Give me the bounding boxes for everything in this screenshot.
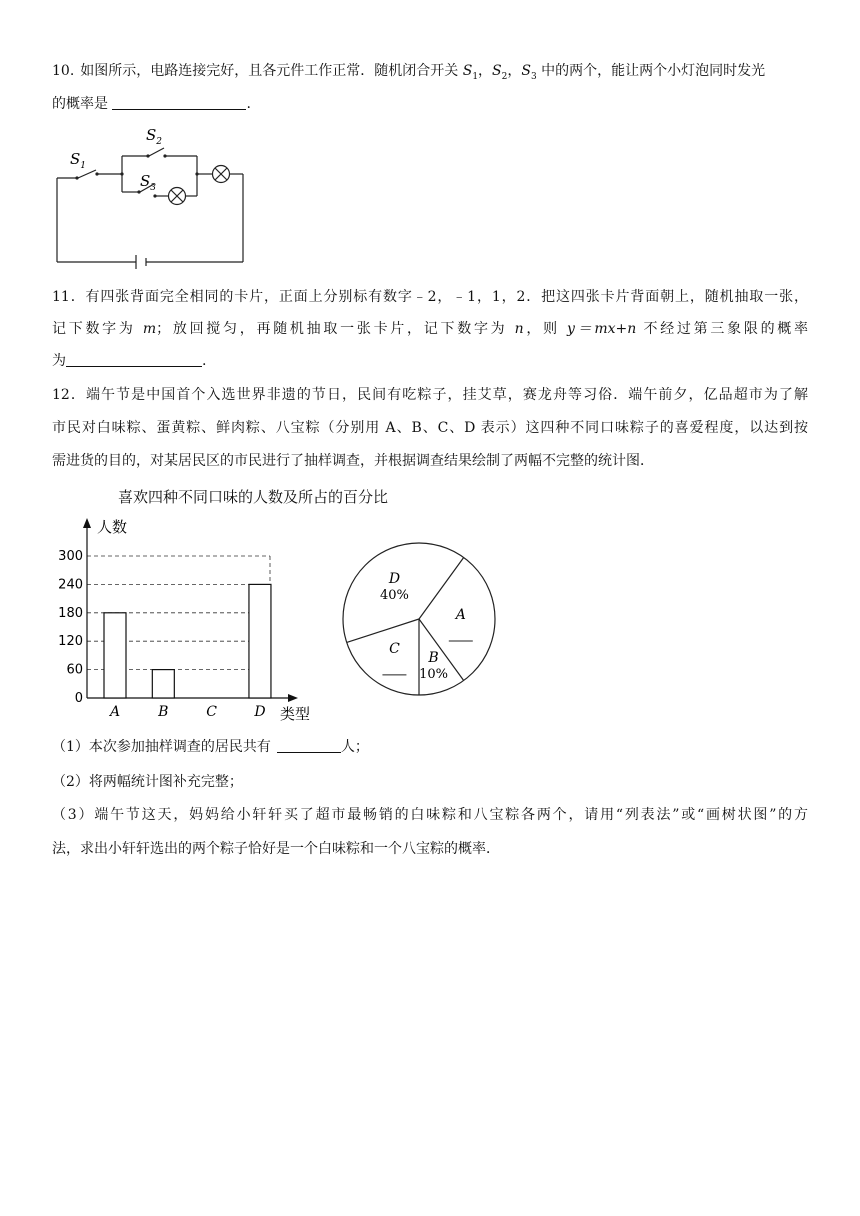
bar-A	[104, 613, 126, 698]
q10-sep1: ，	[478, 63, 493, 79]
pie-chart	[339, 543, 499, 703]
q12-sub3-line2: 法，求出小轩轩选出的两个粽子恰好是一个白味粽和一个八宝粽的概率．	[52, 841, 500, 857]
s2-sub: 2	[501, 71, 508, 82]
q12-sub3-line1: （3）端午节这天，妈妈给小轩轩买了超市最畅销的白味粽和八宝粽各两个，请用“列表法”或“画树状图”的方	[52, 807, 808, 823]
q10-end: .	[246, 96, 251, 112]
q10-line2	[52, 95, 251, 113]
s2-label: $S_2$	[146, 126, 163, 147]
y-axis-arrow	[83, 518, 91, 528]
circuit-diagram	[52, 126, 252, 266]
q10-text-a: 如图所示，电路连接完好，且各元件工作正常．随机闭合开关	[80, 63, 463, 79]
q11-text-b: ；放回搅匀，再随机抽取一张卡片，记下数字为	[156, 321, 515, 337]
sub1-end: 人；	[340, 739, 369, 755]
q10-sep2: ，	[507, 63, 522, 79]
pie-label-C: C	[389, 640, 400, 657]
x-tick-label: B	[158, 704, 169, 720]
s1-sub: 1	[472, 71, 479, 82]
q12-line3: 需进货的目的，对某居民区的市民进行了抽样调查，并根据调查结果绘制了两幅不完整的统计图．	[52, 453, 654, 469]
var-m: m	[142, 321, 157, 337]
q11-text-c: ，则	[523, 321, 567, 337]
s2-symbol: S	[492, 63, 502, 79]
x-tick-label: A	[109, 704, 121, 720]
answer-blank[interactable]	[277, 738, 341, 753]
y-tick-label: 0	[74, 691, 83, 706]
s1-label: $S_1$	[70, 150, 87, 171]
q11-line2	[52, 320, 808, 338]
q12-line1: 12．端午节是中国首个入选世界非遗的节日，民间有吃粽子，挂艾草，赛龙舟等习俗．端午前夕，亿品超市为了解	[52, 387, 808, 403]
q10-line2-text: 的概率是	[52, 96, 108, 112]
x-tick-label: D	[254, 704, 266, 720]
s1-symbol: S	[462, 63, 473, 79]
pie-label-A: A	[455, 607, 466, 623]
formula: y＝mx+n	[567, 321, 637, 337]
s3-sub: 3	[530, 71, 537, 82]
pie-percent-D: 40%	[379, 588, 409, 604]
q11-line1: 11．有四张背面完全相同的卡片，正面上分别标有数字﹣2，﹣1，1，2．把这四张卡片背面朝上，随机抽取一张，	[52, 289, 808, 305]
q10-text-b: 中的两个，能让两个小灯泡同时发光	[536, 63, 766, 79]
q11-end: .	[202, 353, 207, 369]
pie-label-D: D	[388, 571, 401, 588]
q11-line3	[52, 352, 206, 370]
sub1-text: （1）本次参加抽样调查的居民共有	[52, 739, 271, 755]
x-tick-label: C	[206, 704, 217, 720]
q12-line2: 市民对白味粽、蛋黄粽、鲜肉粽、八宝粽（分别用 A、B、C、D 表示）这四种不同口味粽子的喜爱程度，以达到按	[52, 420, 808, 436]
lamp-icon	[213, 166, 230, 183]
s3-symbol: S	[521, 63, 531, 79]
y-axis-label: 人数	[97, 518, 128, 536]
x-axis-arrow	[288, 694, 298, 702]
answer-blank[interactable]	[112, 95, 246, 110]
q11-line3-text: 为	[52, 353, 66, 369]
pie-percent-B: 10%	[419, 666, 449, 682]
bar-chart	[52, 514, 312, 724]
q11-text-a: 记下数字为	[52, 321, 143, 337]
q11-text-d: 不经过第三象限的概率	[636, 321, 809, 337]
bar-B	[152, 670, 174, 698]
q12-sub2: （2）将两幅统计图补充完整；	[52, 774, 243, 790]
q10-line1	[52, 62, 765, 86]
x-axis-label: 类型	[280, 705, 311, 723]
var-n: n	[514, 321, 524, 337]
lamp-icon	[169, 188, 186, 205]
y-tick-label: 120	[58, 634, 83, 650]
y-tick-label: 60	[66, 662, 83, 678]
bar-D	[249, 584, 271, 698]
y-tick-label: 300	[58, 549, 83, 564]
q10-number: 10.	[52, 63, 75, 79]
q12-sub1	[52, 738, 369, 756]
answer-blank[interactable]	[66, 352, 202, 367]
pie-label-B: B	[428, 649, 439, 666]
s3-label: $S_3$	[140, 172, 157, 193]
y-tick-label: 180	[58, 605, 83, 621]
y-tick-label: 240	[58, 577, 83, 593]
chart-title: 喜欢四种不同口味的人数及所占的百分比	[118, 488, 389, 506]
